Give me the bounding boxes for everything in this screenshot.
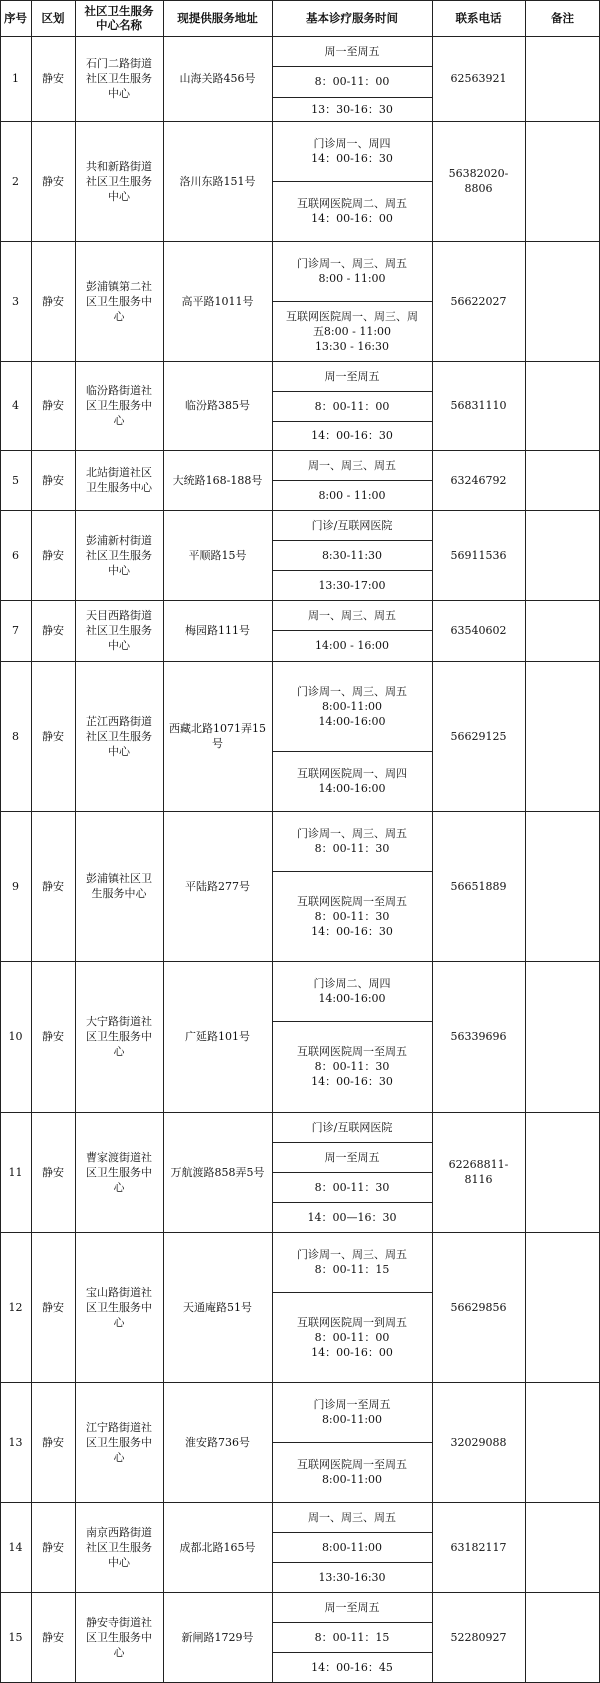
row-service-time: 8：00-11：15 <box>314 1630 390 1644</box>
header-service-time: 基本诊疗服务时间 <box>306 11 398 25</box>
header-note: 备注 <box>551 11 574 25</box>
row-center-name: 芷江西路街道 社区卫生服务 中心 <box>86 714 152 758</box>
row-service-time: 门诊周一、周三、周五 8:00 - 11:00 <box>297 257 407 285</box>
row-center-name: 临汾路街道社 区卫生服务中 心 <box>86 384 152 427</box>
row-district: 静安 <box>42 1540 64 1554</box>
row-service-time: 8:00 - 11:00 <box>318 488 386 502</box>
row-note <box>525 121 600 241</box>
row-service-time: 门诊周一、周四 14：00-16：30 <box>311 137 393 165</box>
row-address: 西藏北路1071弄15 号 <box>169 722 266 750</box>
row-center-name: 宝山路街道社 区卫生服务中 心 <box>86 1285 152 1329</box>
row-district: 静安 <box>42 294 64 308</box>
row-note <box>525 1502 600 1592</box>
row-address: 淮安路736号 <box>185 1435 250 1449</box>
row-service-time: 门诊/互联网医院 <box>311 518 393 532</box>
row-service-time: 周一、周三、周五 <box>308 458 396 472</box>
row-phone: 56651889 <box>450 879 507 893</box>
row-district: 静安 <box>42 1030 64 1043</box>
row-phone: 63540602 <box>450 624 507 637</box>
row-district: 静安 <box>42 548 64 562</box>
row-note <box>525 36 600 121</box>
row-center-name: 彭浦镇第二社 区卫生服务中 心 <box>86 279 152 323</box>
row-service-time: 门诊周一、周三、周五 8：00-11：15 <box>297 1248 407 1276</box>
row-phone: 62268811-8116 <box>448 1158 509 1186</box>
row-note <box>525 1382 600 1502</box>
row-service-time: 周一至周五 <box>324 1150 380 1164</box>
row-address: 天通庵路51号 <box>183 1300 252 1314</box>
header-district: 区划 <box>41 11 65 25</box>
row-phone: 56382020-8806 <box>448 167 509 195</box>
row-phone: 56339696 <box>450 1030 507 1043</box>
row-service-time: 互联网医院周一、周四 14:00-16:00 <box>297 767 407 795</box>
row-service-time: 周一、周三、周五 <box>308 608 396 622</box>
row-phone: 56911536 <box>450 548 507 562</box>
row-district: 静安 <box>42 624 64 637</box>
row-number: 5 <box>12 473 19 487</box>
row-service-time: 互联网医院周一至周五 8:00-11:00 <box>297 1458 407 1486</box>
row-phone: 56622027 <box>450 294 507 308</box>
row-service-time: 门诊/互联网医院 <box>311 1120 393 1134</box>
header-address: 现提供服务地址 <box>177 11 258 25</box>
row-phone: 56629856 <box>450 1300 507 1314</box>
row-number: 12 <box>8 1300 23 1314</box>
row-phone: 62563921 <box>450 72 507 85</box>
row-address: 大统路168-188号 <box>172 473 263 487</box>
row-service-time: 13:30-16:30 <box>318 1570 386 1584</box>
row-number: 8 <box>12 729 19 743</box>
row-number: 10 <box>8 1030 23 1043</box>
row-number: 13 <box>8 1435 23 1449</box>
row-service-time: 门诊周二、周四 14:00-16:00 <box>313 977 391 1005</box>
header-phone: 联系电话 <box>455 11 502 25</box>
row-address: 平陆路277号 <box>185 879 250 893</box>
row-number: 3 <box>12 294 19 308</box>
row-center-name: 石门二路街道 社区卫生服务 中心 <box>86 57 152 100</box>
row-note <box>525 661 600 811</box>
row-service-time: 门诊周一、周三、周五 8:00-11:00 14:00-16:00 <box>297 684 407 728</box>
row-center-name: 天目西路街道 社区卫生服务 中心 <box>86 609 152 652</box>
row-number: 6 <box>12 548 19 562</box>
header-no: 序号 <box>4 11 27 25</box>
row-service-time: 周一、周三、周五 <box>308 1510 396 1524</box>
row-address: 成都北路165号 <box>179 1540 256 1554</box>
row-district: 静安 <box>42 174 64 188</box>
row-address: 山海关路456号 <box>179 72 256 85</box>
row-service-time: 13:30-17:00 <box>318 578 386 592</box>
row-address: 梅园路111号 <box>185 624 250 637</box>
row-note <box>525 510 600 600</box>
row-district: 静安 <box>42 1435 64 1449</box>
row-number: 9 <box>12 879 19 893</box>
row-district: 静安 <box>42 72 64 85</box>
row-district: 静安 <box>42 729 64 743</box>
row-note <box>525 1592 600 1683</box>
row-center-name: 江宁路街道社 区卫生服务中 心 <box>86 1420 152 1464</box>
row-service-time: 互联网医院周一、周三、周 五8:00 - 11:00 13:30 - 16:30 <box>286 309 418 353</box>
row-district: 静安 <box>42 473 64 487</box>
row-service-time: 门诊周一至周五 8:00-11:00 <box>313 1398 391 1426</box>
row-number: 7 <box>12 624 19 637</box>
row-service-time: 门诊周一、周三、周五 8：00-11：30 <box>297 827 407 855</box>
row-number: 14 <box>8 1540 23 1554</box>
row-phone: 32029088 <box>450 1435 507 1449</box>
row-address: 万航渡路858弄5号 <box>170 1165 265 1179</box>
row-district: 静安 <box>42 879 64 893</box>
row-address: 临汾路385号 <box>185 399 250 412</box>
row-phone: 63246792 <box>450 473 507 487</box>
row-phone: 56629125 <box>450 729 507 743</box>
row-address: 广延路101号 <box>185 1030 250 1043</box>
row-center-name: 静安寺街道社 区卫生服务中 心 <box>86 1616 152 1659</box>
row-service-time: 8：00-11：00 <box>314 75 390 88</box>
row-address: 洛川东路151号 <box>179 174 256 188</box>
row-number: 4 <box>12 399 19 412</box>
row-service-time: 14：00-16：45 <box>311 1661 393 1674</box>
row-service-time: 8：00-11：30 <box>314 1180 390 1194</box>
row-district: 静安 <box>42 1300 64 1314</box>
row-number: 11 <box>8 1165 23 1179</box>
row-district: 静安 <box>42 1165 64 1179</box>
row-center-name: 大宁路街道社 区卫生服务中 心 <box>86 1015 152 1058</box>
row-service-time: 互联网医院周一到周五 8：00-11：00 14：00-16：00 <box>297 1315 407 1359</box>
row-center-name: 曹家渡街道社 区卫生服务中 心 <box>86 1150 152 1194</box>
row-center-name: 共和新路街道 社区卫生服务 中心 <box>86 159 152 203</box>
row-service-time: 周一至周五 <box>324 1600 380 1614</box>
row-service-time: 8：00-11：00 <box>314 399 390 413</box>
row-service-time: 14:00 - 16:00 <box>314 639 390 652</box>
row-number: 2 <box>12 174 19 188</box>
row-center-name: 彭浦新村街道 社区卫生服务 中心 <box>86 533 152 577</box>
row-number: 1 <box>12 72 19 85</box>
header-center-name: 社区卫生服务 中心名称 <box>84 4 154 32</box>
row-number: 15 <box>8 1631 23 1644</box>
row-service-time: 13：30-16：30 <box>311 102 393 116</box>
row-note <box>525 1232 600 1382</box>
row-center-name: 南京西路街道 社区卫生服务 中心 <box>86 1525 152 1569</box>
row-note <box>525 1112 600 1232</box>
row-service-time: 互联网医院周一至周五 8：00-11：30 14：00-16：30 <box>297 1045 407 1088</box>
row-note <box>525 361 600 450</box>
row-service-time: 周一至周五 <box>324 369 380 383</box>
row-note <box>525 600 600 661</box>
row-note <box>525 961 600 1112</box>
row-service-time: 周一至周五 <box>324 44 380 58</box>
row-service-time: 14：00—16：30 <box>307 1210 397 1224</box>
row-service-time: 14：00-16：30 <box>311 429 393 442</box>
row-note <box>525 811 600 961</box>
row-note <box>525 241 600 361</box>
row-note <box>525 450 600 510</box>
row-phone: 56831110 <box>450 399 507 412</box>
row-service-time: 8:00-11:00 <box>321 1540 383 1554</box>
row-district: 静安 <box>42 1631 64 1644</box>
row-center-name: 北站街道社区 卫生服务中心 <box>86 466 152 494</box>
row-service-time: 8:30-11:30 <box>321 548 383 562</box>
row-address: 新闸路1729号 <box>181 1631 254 1644</box>
row-address: 高平路1011号 <box>181 294 254 308</box>
row-service-time: 互联网医院周二、周五 14：00-16：00 <box>297 197 407 225</box>
row-address: 平顺路15号 <box>188 548 247 562</box>
row-district: 静安 <box>42 399 64 412</box>
row-center-name: 彭浦镇社区卫 生服务中心 <box>86 872 152 900</box>
row-service-time: 互联网医院周一至周五 8：00-11：30 14：00-16：30 <box>297 894 407 938</box>
row-phone: 63182117 <box>450 1540 507 1554</box>
row-phone: 52280927 <box>450 1631 507 1644</box>
